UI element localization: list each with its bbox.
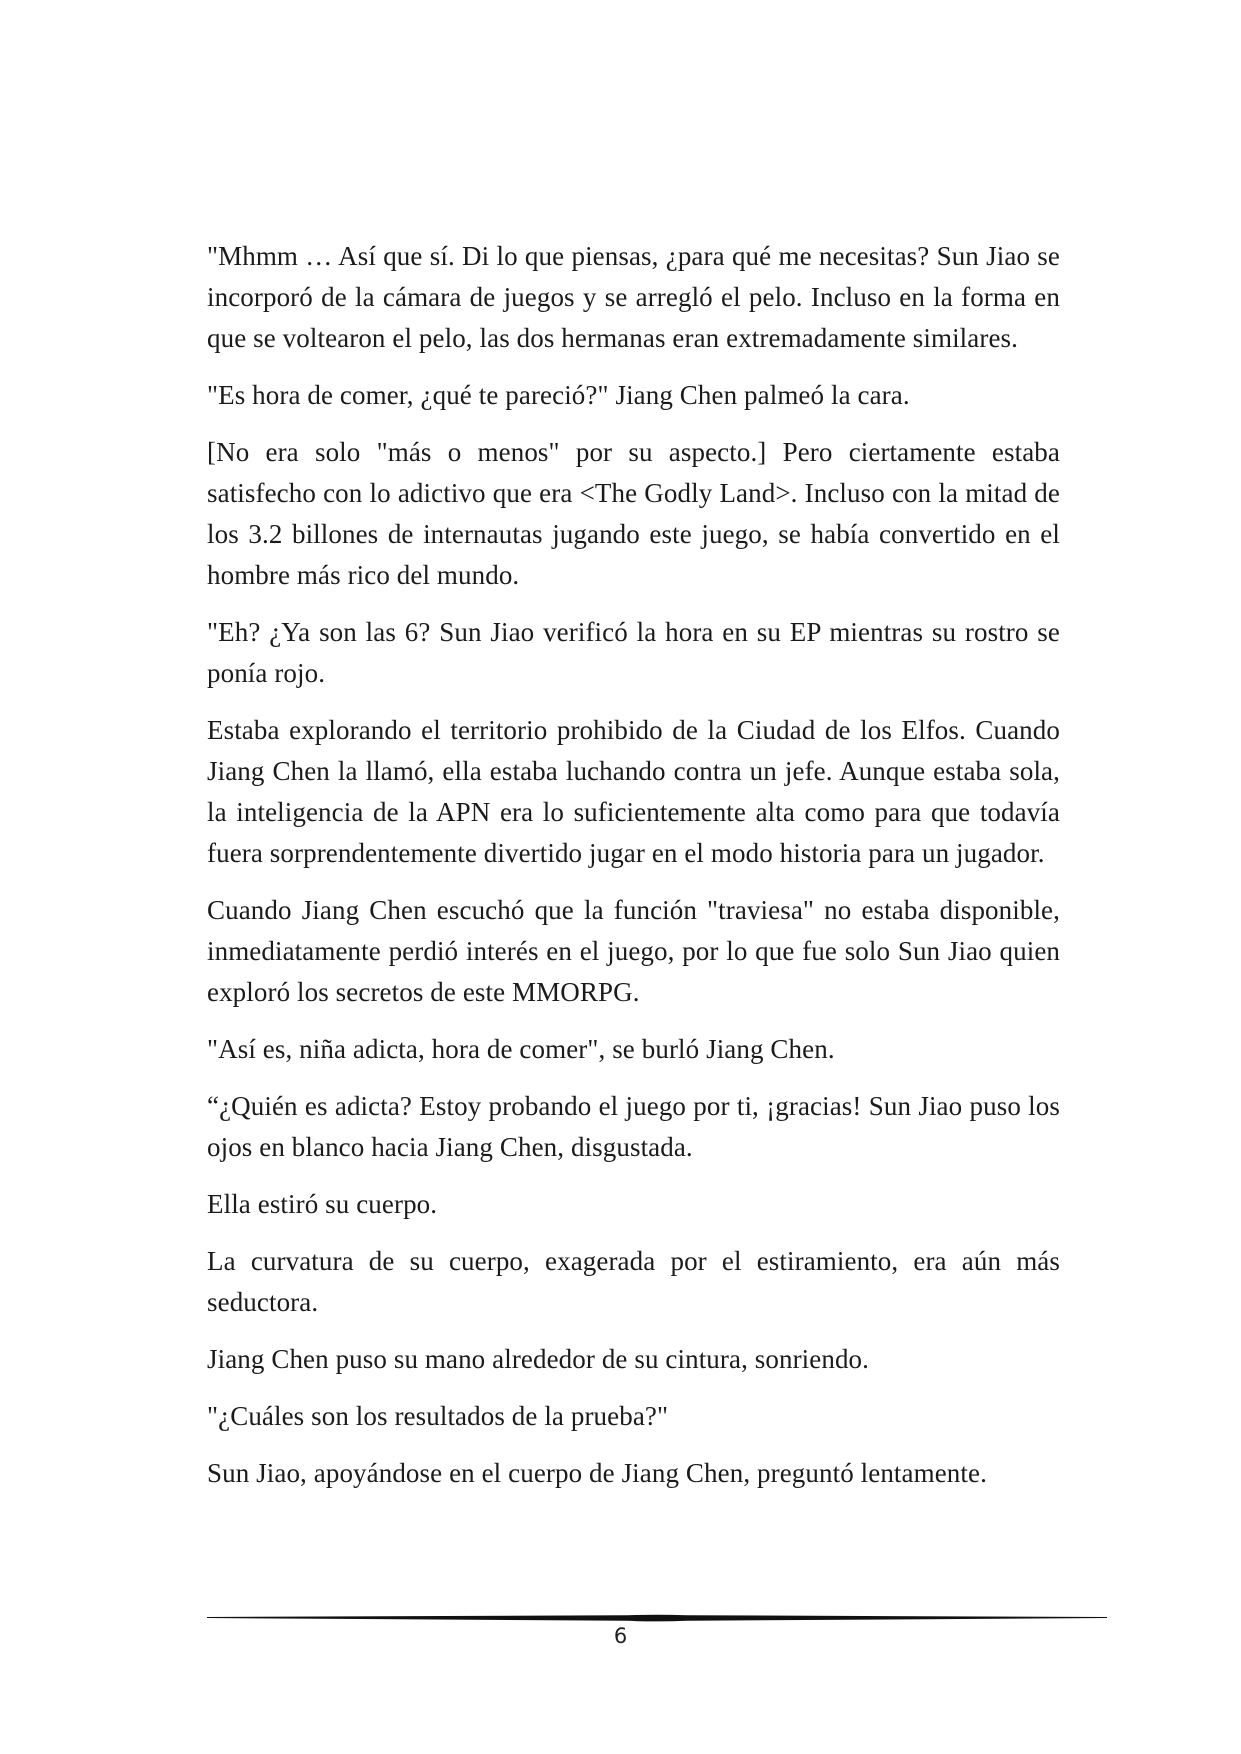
paragraph: "¿Cuáles son los resultados de la prueba?"	[207, 1401, 669, 1431]
paragraph: Ella estiró su cuerpo.	[207, 1189, 438, 1219]
paragraph: "Así es, niña adicta, hora de comer", se burló Jiang Chen.	[207, 1034, 835, 1064]
paragraph: [No era solo "más o menos" por su aspecto.] Pero ciertamente estaba satisfecho con lo adictivo que era <The Godly Land>. Incluso con la mitad de los 3.2 billones de internautas jugando este juego, se había convertido en el hombre más rico del mundo.	[207, 437, 1060, 590]
footer-divider	[207, 1612, 1107, 1624]
page-number: 6	[613, 1624, 628, 1648]
paragraph: La curvatura de su cuerpo, exagerada por el estiramiento, era aún más seductora.	[207, 1246, 1060, 1317]
paragraph: "Mhmm … Así que sí. Di lo que piensas, ¿para qué me necesitas? Sun Jiao se incorporó de la cámara de juegos y se arregló el pelo. Incluso en la forma en que se voltearon el pelo, las dos hermanas eran extremadamente similares.	[207, 241, 1060, 353]
paragraph: "Es hora de comer, ¿qué te pareció?" Jiang Chen palmeó la cara.	[207, 380, 910, 410]
paragraph: Sun Jiao, apoyándose en el cuerpo de Jiang Chen, preguntó lentamente.	[207, 1458, 987, 1488]
paragraph: Cuando Jiang Chen escuchó que la función "traviesa" no estaba disponible, inmediatamente perdió interés en el juego, por lo que fue solo Sun Jiao quien exploró los secretos de este MMORPG.	[207, 895, 1060, 1007]
paragraph: Jiang Chen puso su mano alrededor de su cintura, sonriendo.	[207, 1344, 870, 1374]
paragraph: "Eh? ¿Ya son las 6? Sun Jiao verificó la hora en su EP mientras su rostro se ponía rojo.	[207, 617, 1060, 688]
paragraph: Estaba explorando el territorio prohibido de la Ciudad de los Elfos. Cuando Jiang Chen la llamó, ella estaba luchando contra un jefe. Aunque estaba sola, la inteligencia de la APN era lo suficientemente alta como para que todavía fuera sorprendentemente divertido jugar en el modo historia para un jugador.	[207, 715, 1060, 868]
paragraph: “¿Quién es adicta? Estoy probando el juego por ti, ¡gracias! Sun Jiao puso los ojos en blanco hacia Jiang Chen, disgustada.	[207, 1091, 1060, 1162]
body-text	[207, 236, 1060, 1510]
